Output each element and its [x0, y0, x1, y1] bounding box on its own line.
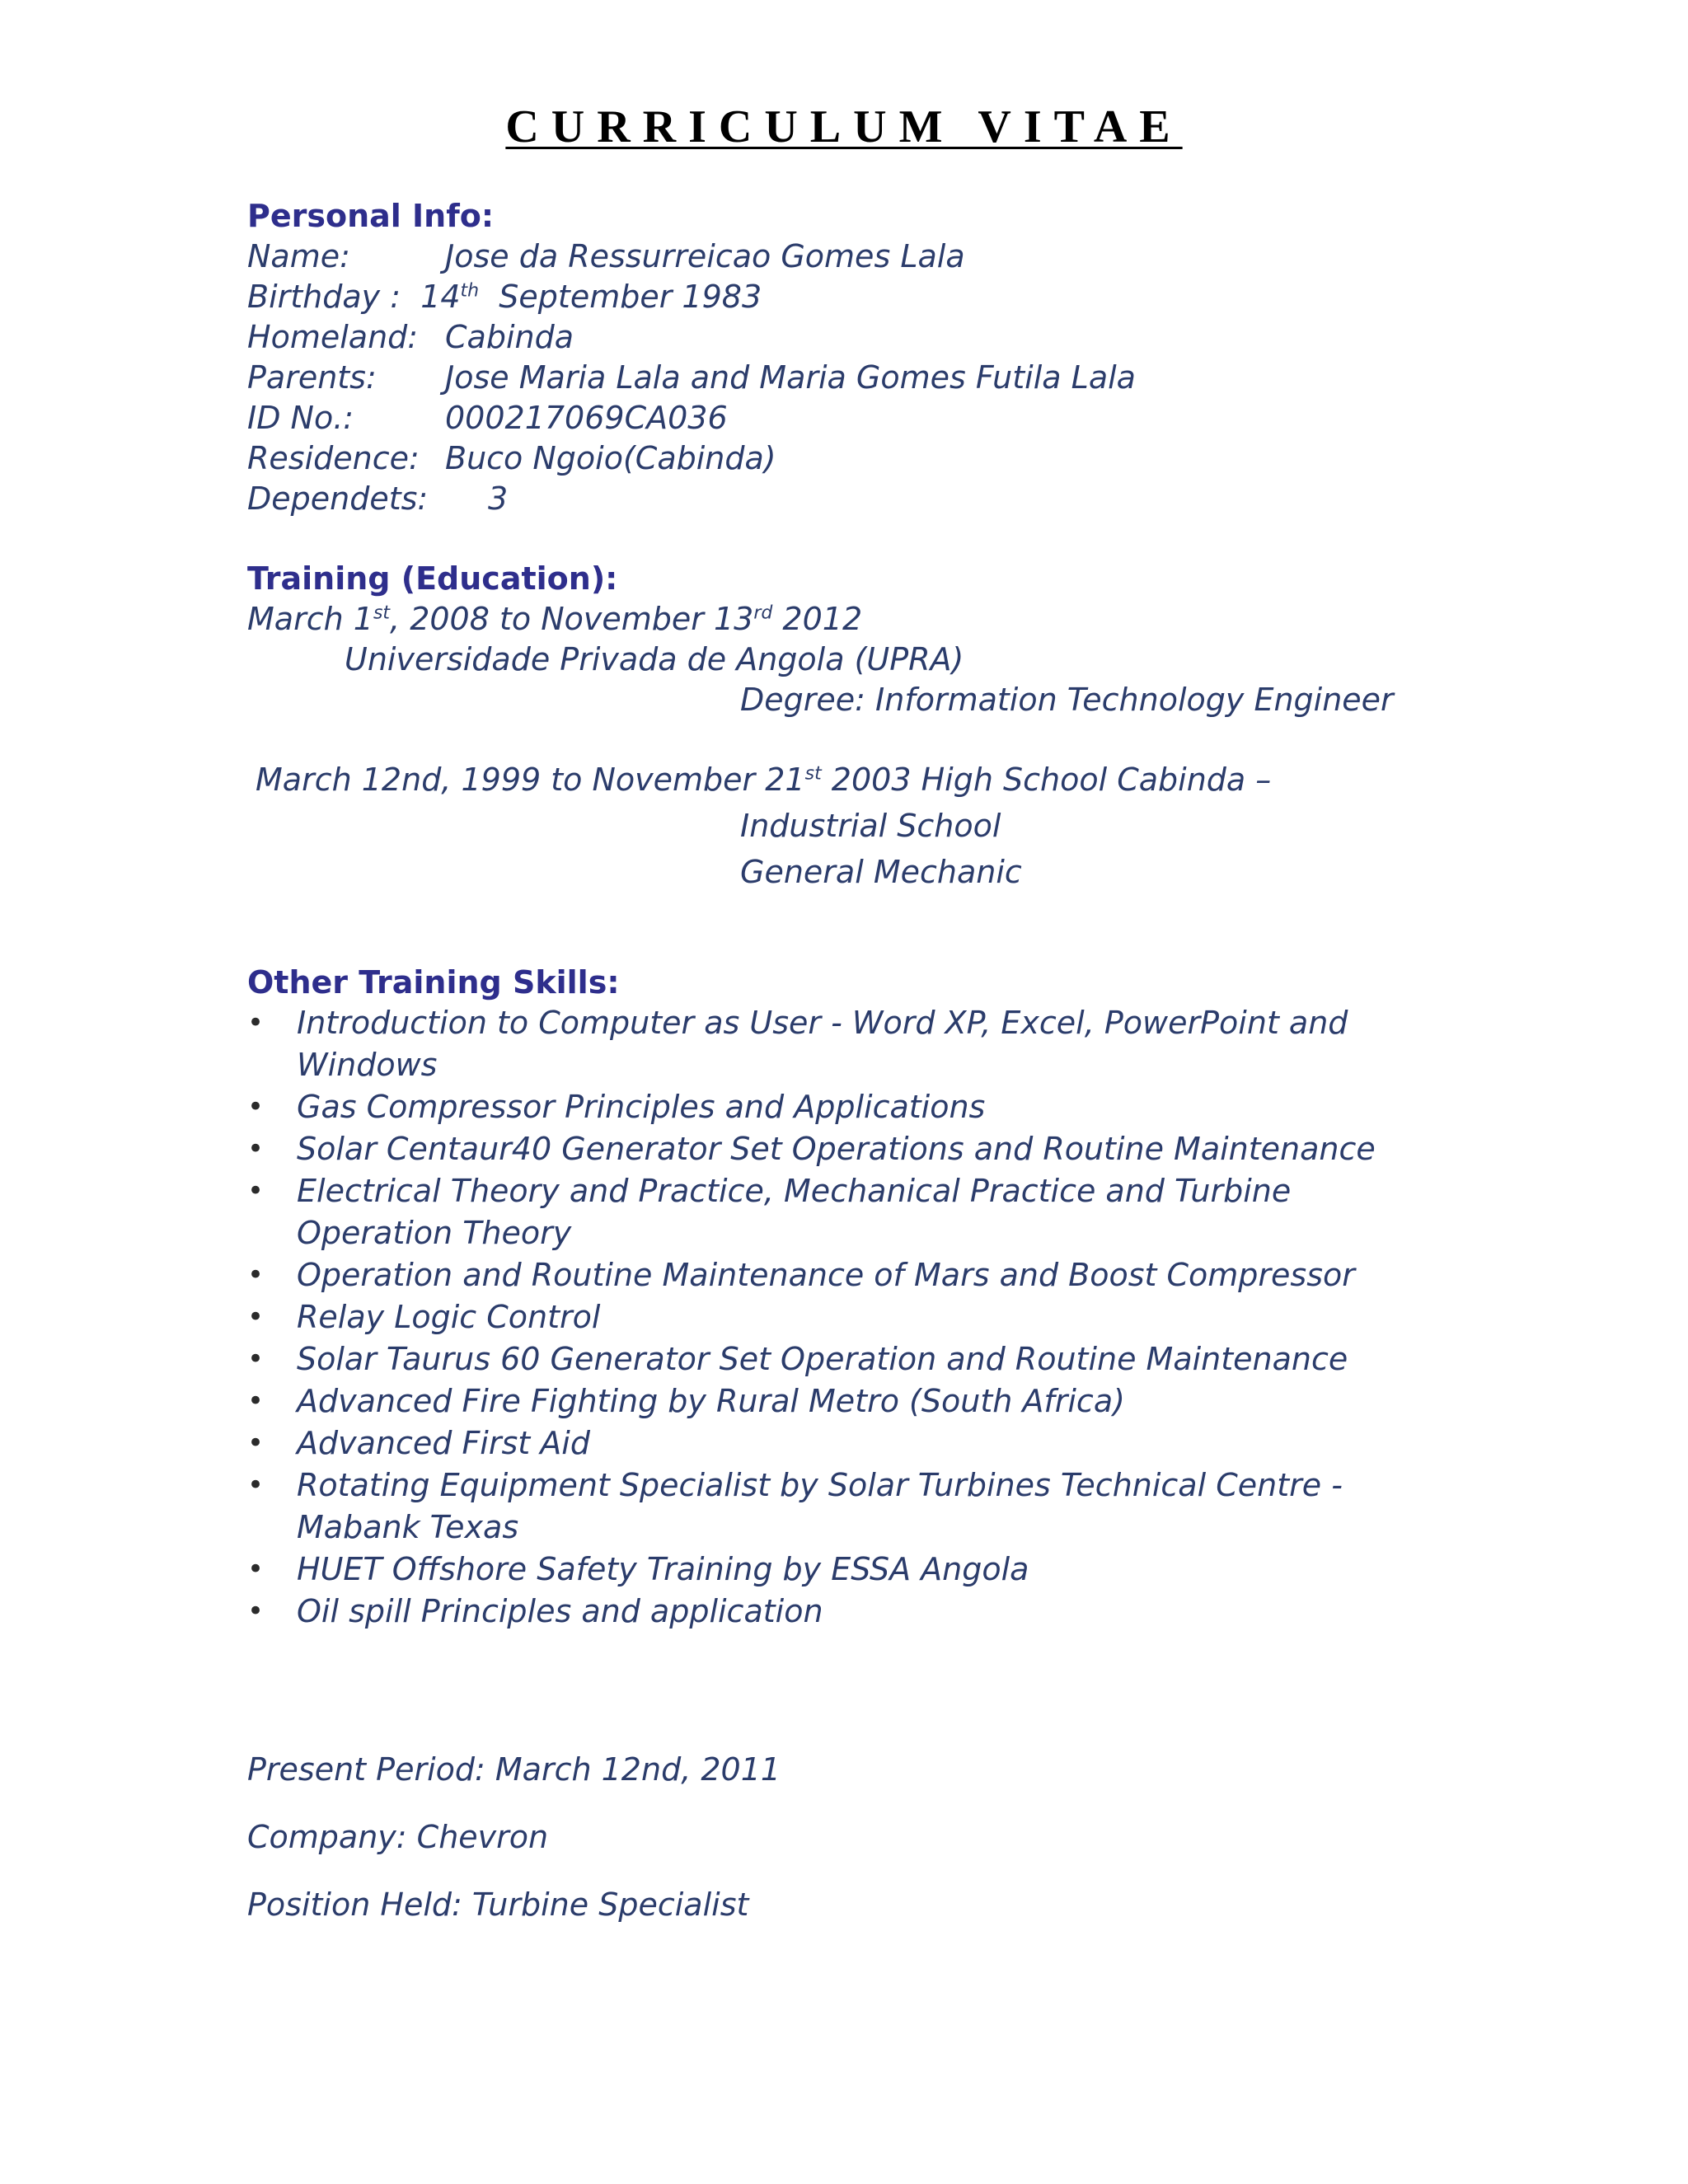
list-item: • Gas Compressor Principles and Applications — [247, 1086, 1451, 1128]
present-period: Present Period: March 12nd, 2011 — [247, 1751, 781, 1788]
residence-label: Residence: — [247, 440, 420, 476]
education-1-start: March 1 — [247, 601, 373, 637]
education-1-dates — [247, 603, 862, 635]
dependents-label: Dependets: — [247, 480, 429, 517]
education-2-school-name: 2003 High School Cabinda – — [821, 762, 1272, 798]
parents-value: Jose Maria Lala and Maria Gomes Futila Lala — [445, 359, 1136, 396]
education-2-course: General Mechanic — [740, 854, 1022, 890]
birthday-line — [247, 279, 762, 315]
personal-info-heading: Personal Info: — [247, 198, 495, 234]
list-item: • Solar Centaur40 Generator Set Operations and Routine Maintenance — [247, 1128, 1451, 1170]
homeland-label: Homeland: — [247, 319, 419, 355]
education-1-end-suffix: rd — [753, 602, 773, 624]
name-value: Jose da Ressurreicao Gomes Lala — [445, 238, 965, 274]
list-item: • Solar Taurus 60 Generator Set Operation and Routine Maintenance — [247, 1338, 1451, 1380]
education-1-school: Universidade Privada de Angola (UPRA) — [345, 641, 964, 677]
education-2-dates — [256, 762, 1272, 798]
skills-heading: Other Training Skills: — [247, 964, 620, 1001]
list-item: • HUET Offshore Safety Training by ESSA Angola — [247, 1549, 1451, 1591]
list-item: • Operation and Routine Maintenance of Mars and Boost Compressor — [247, 1254, 1451, 1296]
birthday-day: 14 — [420, 279, 461, 315]
list-item: • Advanced First Aid — [247, 1422, 1451, 1465]
company: Company: Chevron — [247, 1819, 549, 1855]
parents-label: Parents: — [247, 359, 377, 396]
skills-list — [247, 1002, 1451, 1633]
list-item: • Advanced Fire Fighting by Rural Metro (South Africa) — [247, 1380, 1451, 1422]
education-2-period: March 12nd, 1999 to November 21 — [256, 762, 805, 798]
education-1-degree: Degree: Information Technology Engineer — [740, 682, 1394, 718]
residence-value: Buco Ngoio(Cabinda) — [445, 440, 776, 476]
birthday-suffix: th — [460, 280, 480, 302]
education-2-suffix: st — [804, 763, 822, 785]
list-item: • Oil spill Principles and application — [247, 1591, 1451, 1633]
document-title: CURRICULUM VITAE — [505, 101, 1183, 152]
training-heading: Training (Education): — [247, 560, 618, 597]
list-item: • Rotating Equipment Specialist by Solar Turbines Technical Centre - Mabank Texas — [247, 1465, 1451, 1549]
homeland-value: Cabinda — [445, 319, 574, 355]
id-label: ID No.: — [247, 400, 354, 436]
list-item: • Introduction to Computer as User - Word XP, Excel, PowerPoint and Windows — [247, 1002, 1451, 1086]
name-label: Name: — [247, 238, 350, 274]
id-value: 000217069CA036 — [445, 400, 728, 436]
education-1-start-suffix: st — [373, 602, 391, 624]
position-held: Position Held: Turbine Specialist — [247, 1886, 749, 1923]
birthday-month-year: September 1983 — [499, 279, 762, 315]
education-2-school: Industrial School — [740, 808, 1001, 844]
birthday-label: Birthday : — [247, 279, 401, 315]
education-1-end-year: 2012 — [772, 601, 863, 637]
list-item: • Relay Logic Control — [247, 1296, 1451, 1338]
dependents-value: 3 — [488, 480, 509, 517]
education-1-end: , 2008 to November 13 — [390, 601, 754, 637]
list-item: • Electrical Theory and Practice, Mechanical Practice and Turbine Operation Theory — [247, 1170, 1451, 1254]
